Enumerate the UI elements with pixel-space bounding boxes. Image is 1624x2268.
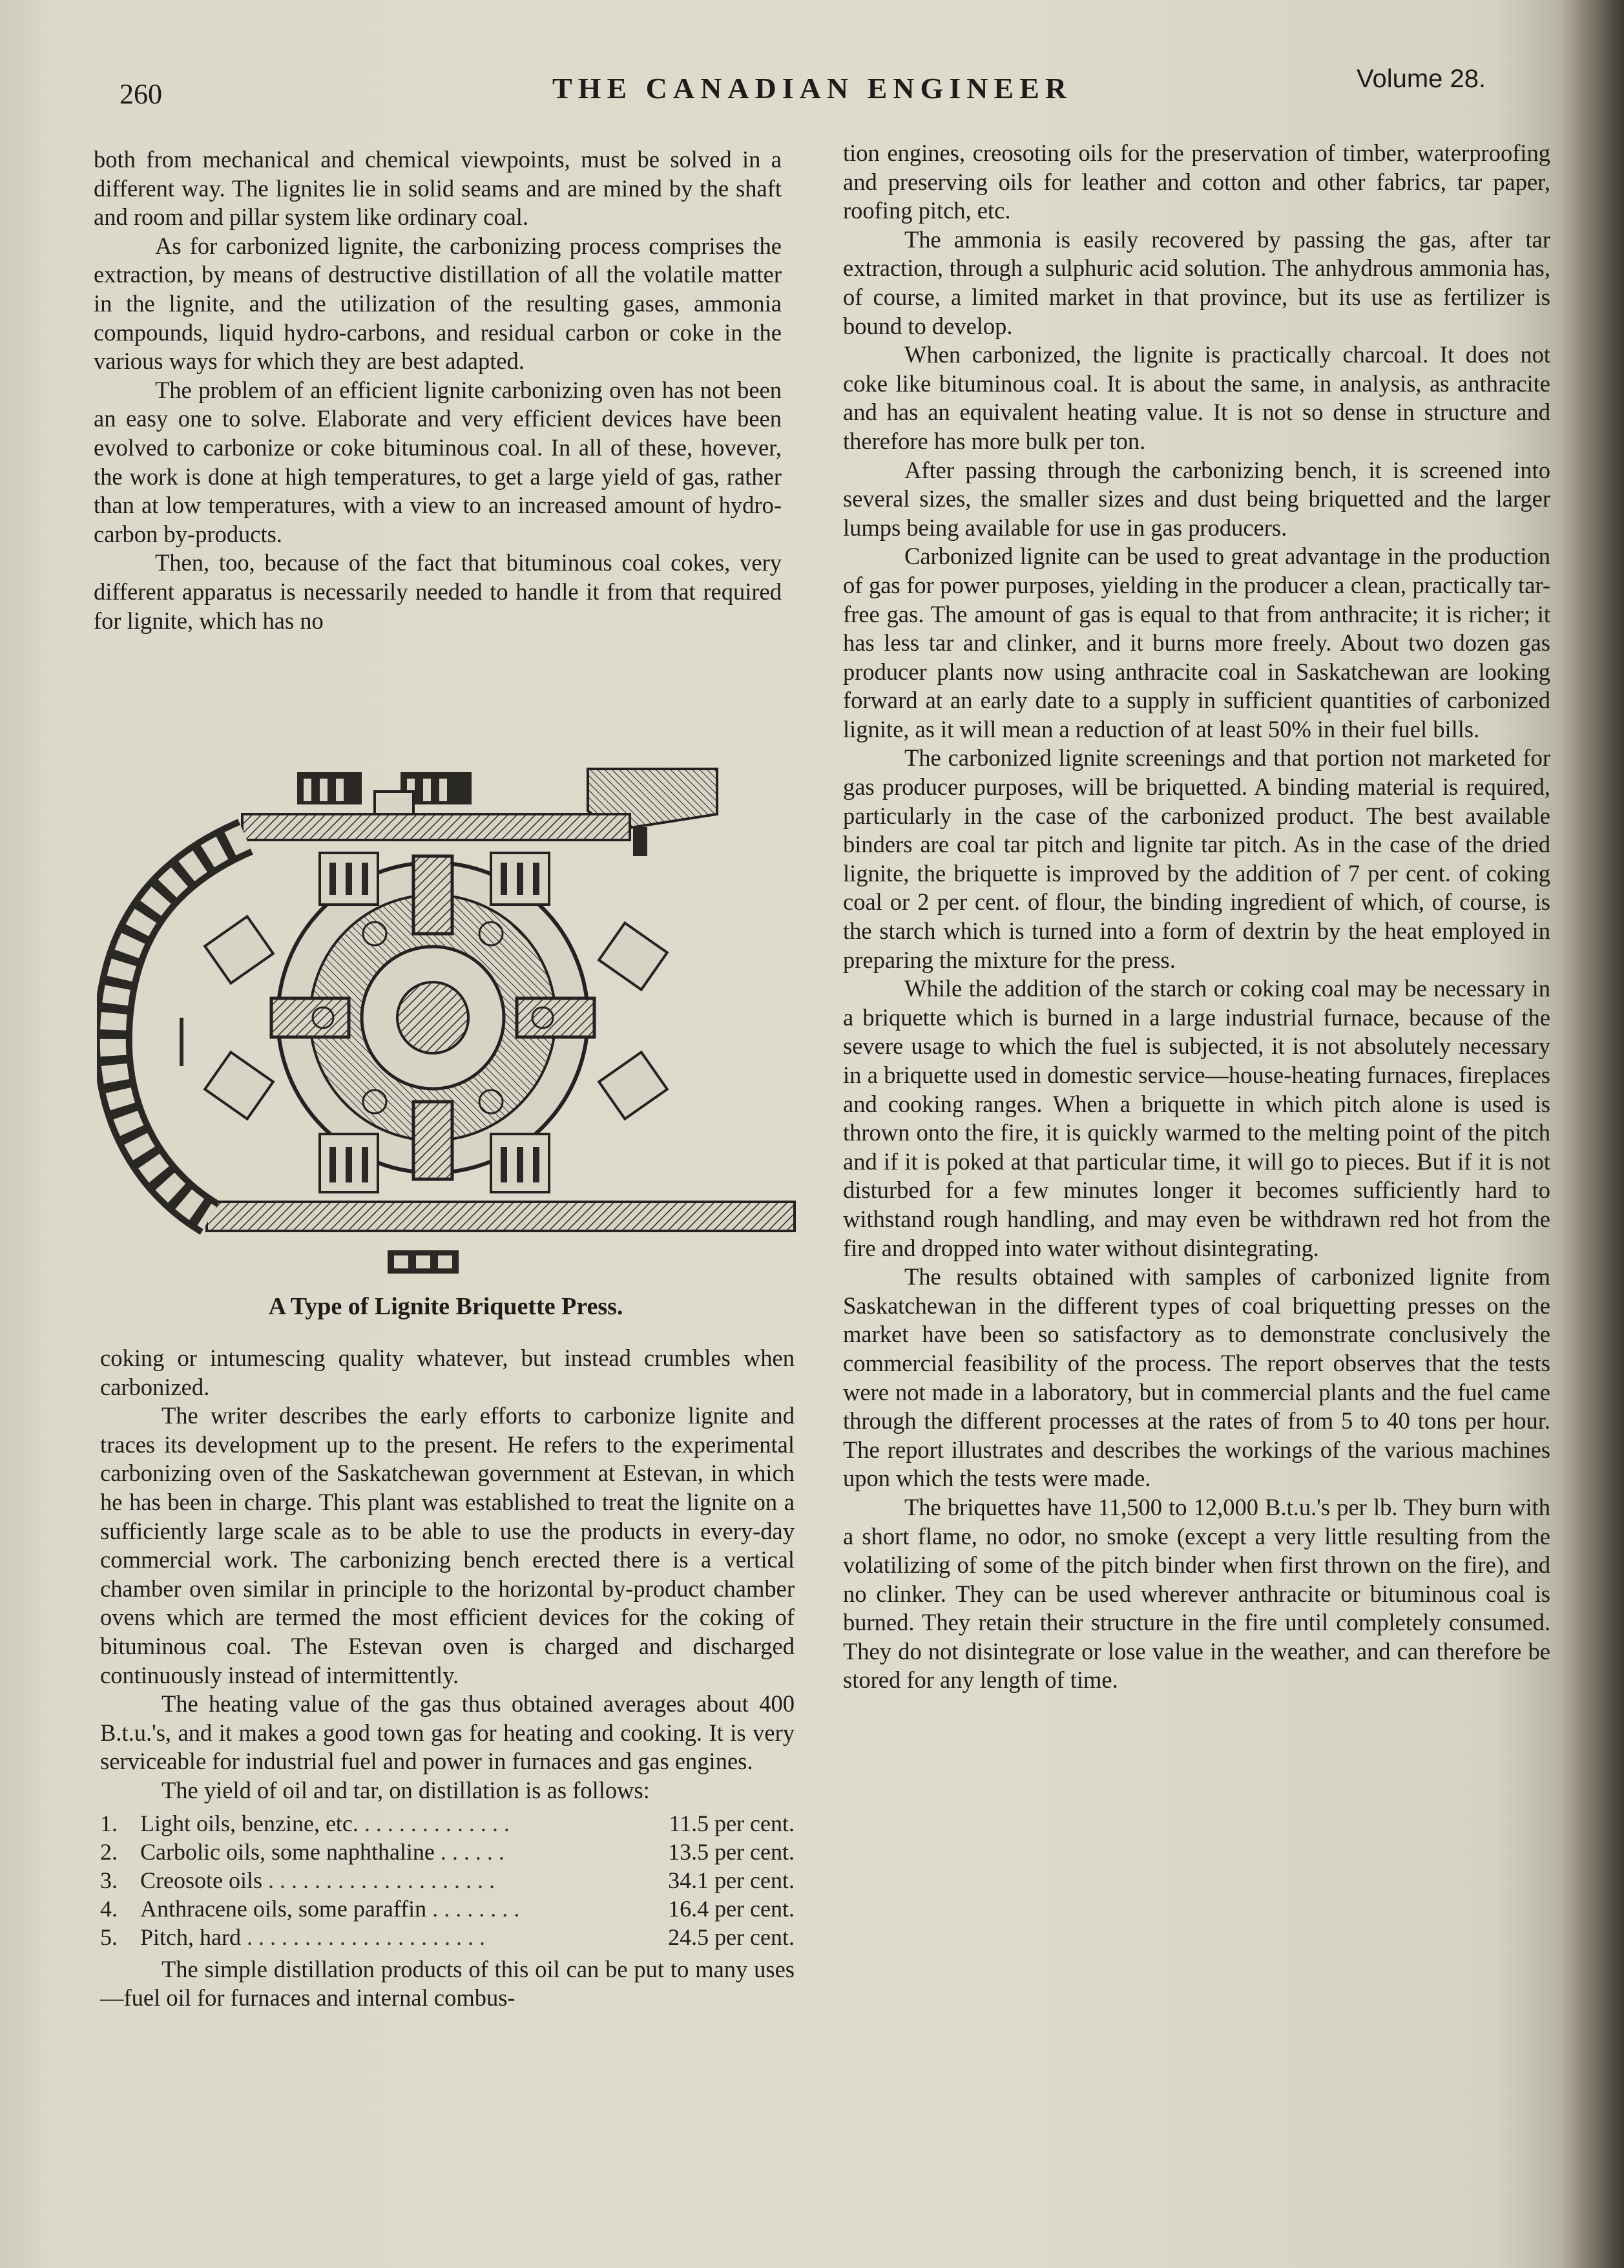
table-row: [100, 1923, 795, 1951]
paragraph: As for carbonized lignite, the carbonizing process comprises the extraction, by means of destructive distillation of all the volatile matter in the lignite, and the utilization of the resulting gases, ammonia compounds, liquid hydro-carbons, and residual carbon or coke in the various ways for which they are best adapted.: [94, 232, 782, 375]
table-row: [100, 1838, 795, 1866]
paragraph: The problem of an efficient lignite carbonizing oven has not been an easy one to solve. Elaborate and very efficient devices have been evolved to carbonize or coke bituminous coal. In all of these, hovever, the work is done at high temperatures, to get a large yield of gas, rather than at low temperatures, with a view to an increased amount of hydro-carbon by-products.: [94, 376, 782, 547]
row-number: 1.: [100, 1810, 118, 1836]
row-label: Light oils, benzine, etc.: [140, 1810, 359, 1836]
row-number: 4.: [100, 1895, 118, 1922]
paragraph: When carbonized, the lignite is practically charcoal. It does not coke like bituminous coal. It is about the same, in analysis, as anthracite and has an equivalent heating value. It is not so dense in structure and therefore has more bulk per ton.: [843, 341, 1550, 454]
paragraph: While the addition of the starch or coking coal may be necessary in a briquette which is burned in a large industrial furnace, because of the severe usage to which the fuel is subjected, it is not absolutely necessary in a briquette used in domestic service—house-heating furnaces, fireplaces and cooking ranges. When a briquette in which pitch alone is used is thrown onto the fire, it is quickly warmed to the melting point of the pitch and if it is poked at that particular time, it will go to pieces. But if it is not disturbed for a few minutes longer it becomes sufficiently hard to withstand rough handling, and may even be withdrawn red hot from the fire and dropped into water without disintegrating.: [843, 975, 1550, 1261]
right-column: [843, 139, 1550, 1695]
paragraph: The ammonia is easily recovered by passing the gas, after tar extraction, through a sulphuric acid solution. The anhydrous ammonia has, of course, a limited market in that province, but its use as fertilizer is bound to develop.: [843, 226, 1550, 339]
row-value: 34.1 per cent.: [668, 1867, 795, 1893]
distillation-yield-table: [100, 1809, 795, 1951]
paragraph: The heating value of the gas thus obtained averages about 400 B.t.u.'s, and it makes a good town gas for heating and cooking. It is very serviceable for industrial fuel and power in furnaces and gas engines.: [100, 1690, 795, 1775]
row-number: 3.: [100, 1867, 118, 1893]
page-number: 260: [120, 78, 162, 110]
table-row: [100, 1895, 795, 1923]
table-row: [100, 1809, 795, 1838]
paragraph: The results obtained with samples of carbonized lignite from Saskatchewan in the different types of coal briquetting presses on the market have been so satisfactory as to demonstrate conclusively the commercial feasibility of the process. The report observes that the tests were not made in a laboratory, but in commercial plants and the fuel came through the different processes at the rates of from 5 to 40 tons per hour. The report illustrates and describes the workings of the various machines upon which the tests were made.: [843, 1263, 1550, 1492]
paragraph: The simple distillation products of this oil can be put to many uses—fuel oil for furnaces and internal combus-: [100, 1955, 795, 2011]
row-label: Anthracene oils, some paraffin: [140, 1895, 427, 1922]
row-value: 16.4 per cent.: [668, 1895, 795, 1922]
row-value: 13.5 per cent.: [668, 1838, 795, 1865]
journal-title: THE CANADIAN ENGINEER: [552, 72, 1072, 105]
paragraph: Carbonized lignite can be used to great advantage in the production of gas for power purposes, yielding in the producer a clean, practically tar-free gas. The amount of gas is equal to that from anthracite; it is richer; it has less tar and clinker, and it burns more freely. About two dozen gas producer plants now using anthracite coal in Saskatchewan are looking forward at an early date to a supply in sufficient quantities of carbonized lignite, as it will mean a reduction of at least 50% in their fuel bills.: [843, 543, 1550, 742]
row-label: Pitch, hard: [140, 1924, 241, 1950]
page-header: [0, 65, 1624, 116]
row-value: 11.5 per cent.: [669, 1810, 795, 1836]
paragraph: After passing through the carbonizing bench, it is screened into several sizes, the smaller sizes and dust being briquetted and the larger lumps being available for use in gas producers.: [843, 456, 1550, 541]
left-column-top: [94, 145, 782, 635]
leader-dots: . . . . . . . . . . . . . . . . . . . . .: [246, 1924, 485, 1950]
leader-dots: . . . . . .: [440, 1838, 505, 1865]
paragraph: The writer describes the early efforts to carbonize lignite and traces its development up to the present. He refers to the experimental carbonizing oven of the Saskatchewan government at Estevan, in which he has been in charge. This plant was established to treat the lignite on a sufficiently large scale as to be able to use the products in every-day commercial work. The carbonizing bench erected there is a vertical chamber oven similar in principle to the horizontal by-product chamber ovens which are termed the most efficient devices for the coking of bituminous coal. The Estevan oven is charged and discharged continuously instead of intermittently.: [100, 1402, 795, 1688]
paragraph: The carbonized lignite screenings and that portion not marketed for gas producer purposes, will be briquetted. A binding material is required, particularly in the case of the carbonized product. The best available binders are coal tar pitch and lignite tar pitch. As in the case of the dried lignite, the briquette is improved by the addition of 7 per cent. of coking coal or 2 per cent. of flour, the binding ingredient of which, of course, is the starch which is turned into a form of dextrin by the heat employed in preparing the mixture for the press.: [843, 744, 1550, 973]
table-row: [100, 1866, 795, 1895]
row-label: Creosote oils: [140, 1867, 262, 1893]
volume-label: Volume 28.: [1357, 65, 1486, 93]
paragraph: tion engines, creosoting oils for the preservation of timber, waterproofing and preserving oils for leather and cotton and other fabrics, tar paper, roofing pitch, etc.: [843, 140, 1550, 224]
left-column-bottom: [100, 1344, 795, 2013]
row-number: 5.: [100, 1924, 118, 1950]
leader-dots: . . . . . . . . . . . . .: [364, 1810, 510, 1836]
paragraph: Then, too, because of the fact that bituminous coal cokes, very different apparatus is necessarily needed to handle it from that required for lignite, which has no: [94, 549, 782, 634]
paragraph: The briquettes have 11,500 to 12,000 B.t.u.'s per lb. They burn with a short flame, no odor, no smoke (except a very little resulting from the volatilizing of some of the pitch binder when first thrown on the fire), and no clinker. They can be used wherever anthracite or bituminous coal is burned. They retain their structure in the fire until completely consumed. They do not disintegrate or lose value in the weather, and can therefore be stored for any length of time.: [843, 1493, 1550, 1694]
row-number: 2.: [100, 1838, 118, 1865]
paragraph: The yield of oil and tar, on distillation is as follows:: [161, 1776, 650, 1803]
figure-caption: A Type of Lignite Briquette Press.: [268, 1293, 623, 1320]
paragraph: both from mechanical and chemical viewpoints, must be solved in a different way. The lignites lie in solid seams and are mined by the shaft and room and pillar system like ordinary coal.: [94, 146, 782, 231]
leader-dots: . . . . . . . .: [432, 1895, 520, 1922]
briquette-press-illustration: [97, 759, 798, 1296]
paragraph: coking or intumescing quality whatever, but instead crumbles when carbonized.: [100, 1345, 795, 1400]
row-value: 24.5 per cent.: [668, 1924, 795, 1950]
row-label: Carbolic oils, some naphthaline: [140, 1838, 435, 1865]
leader-dots: . . . . . . . . . . . . . . . . . . . .: [267, 1867, 495, 1893]
